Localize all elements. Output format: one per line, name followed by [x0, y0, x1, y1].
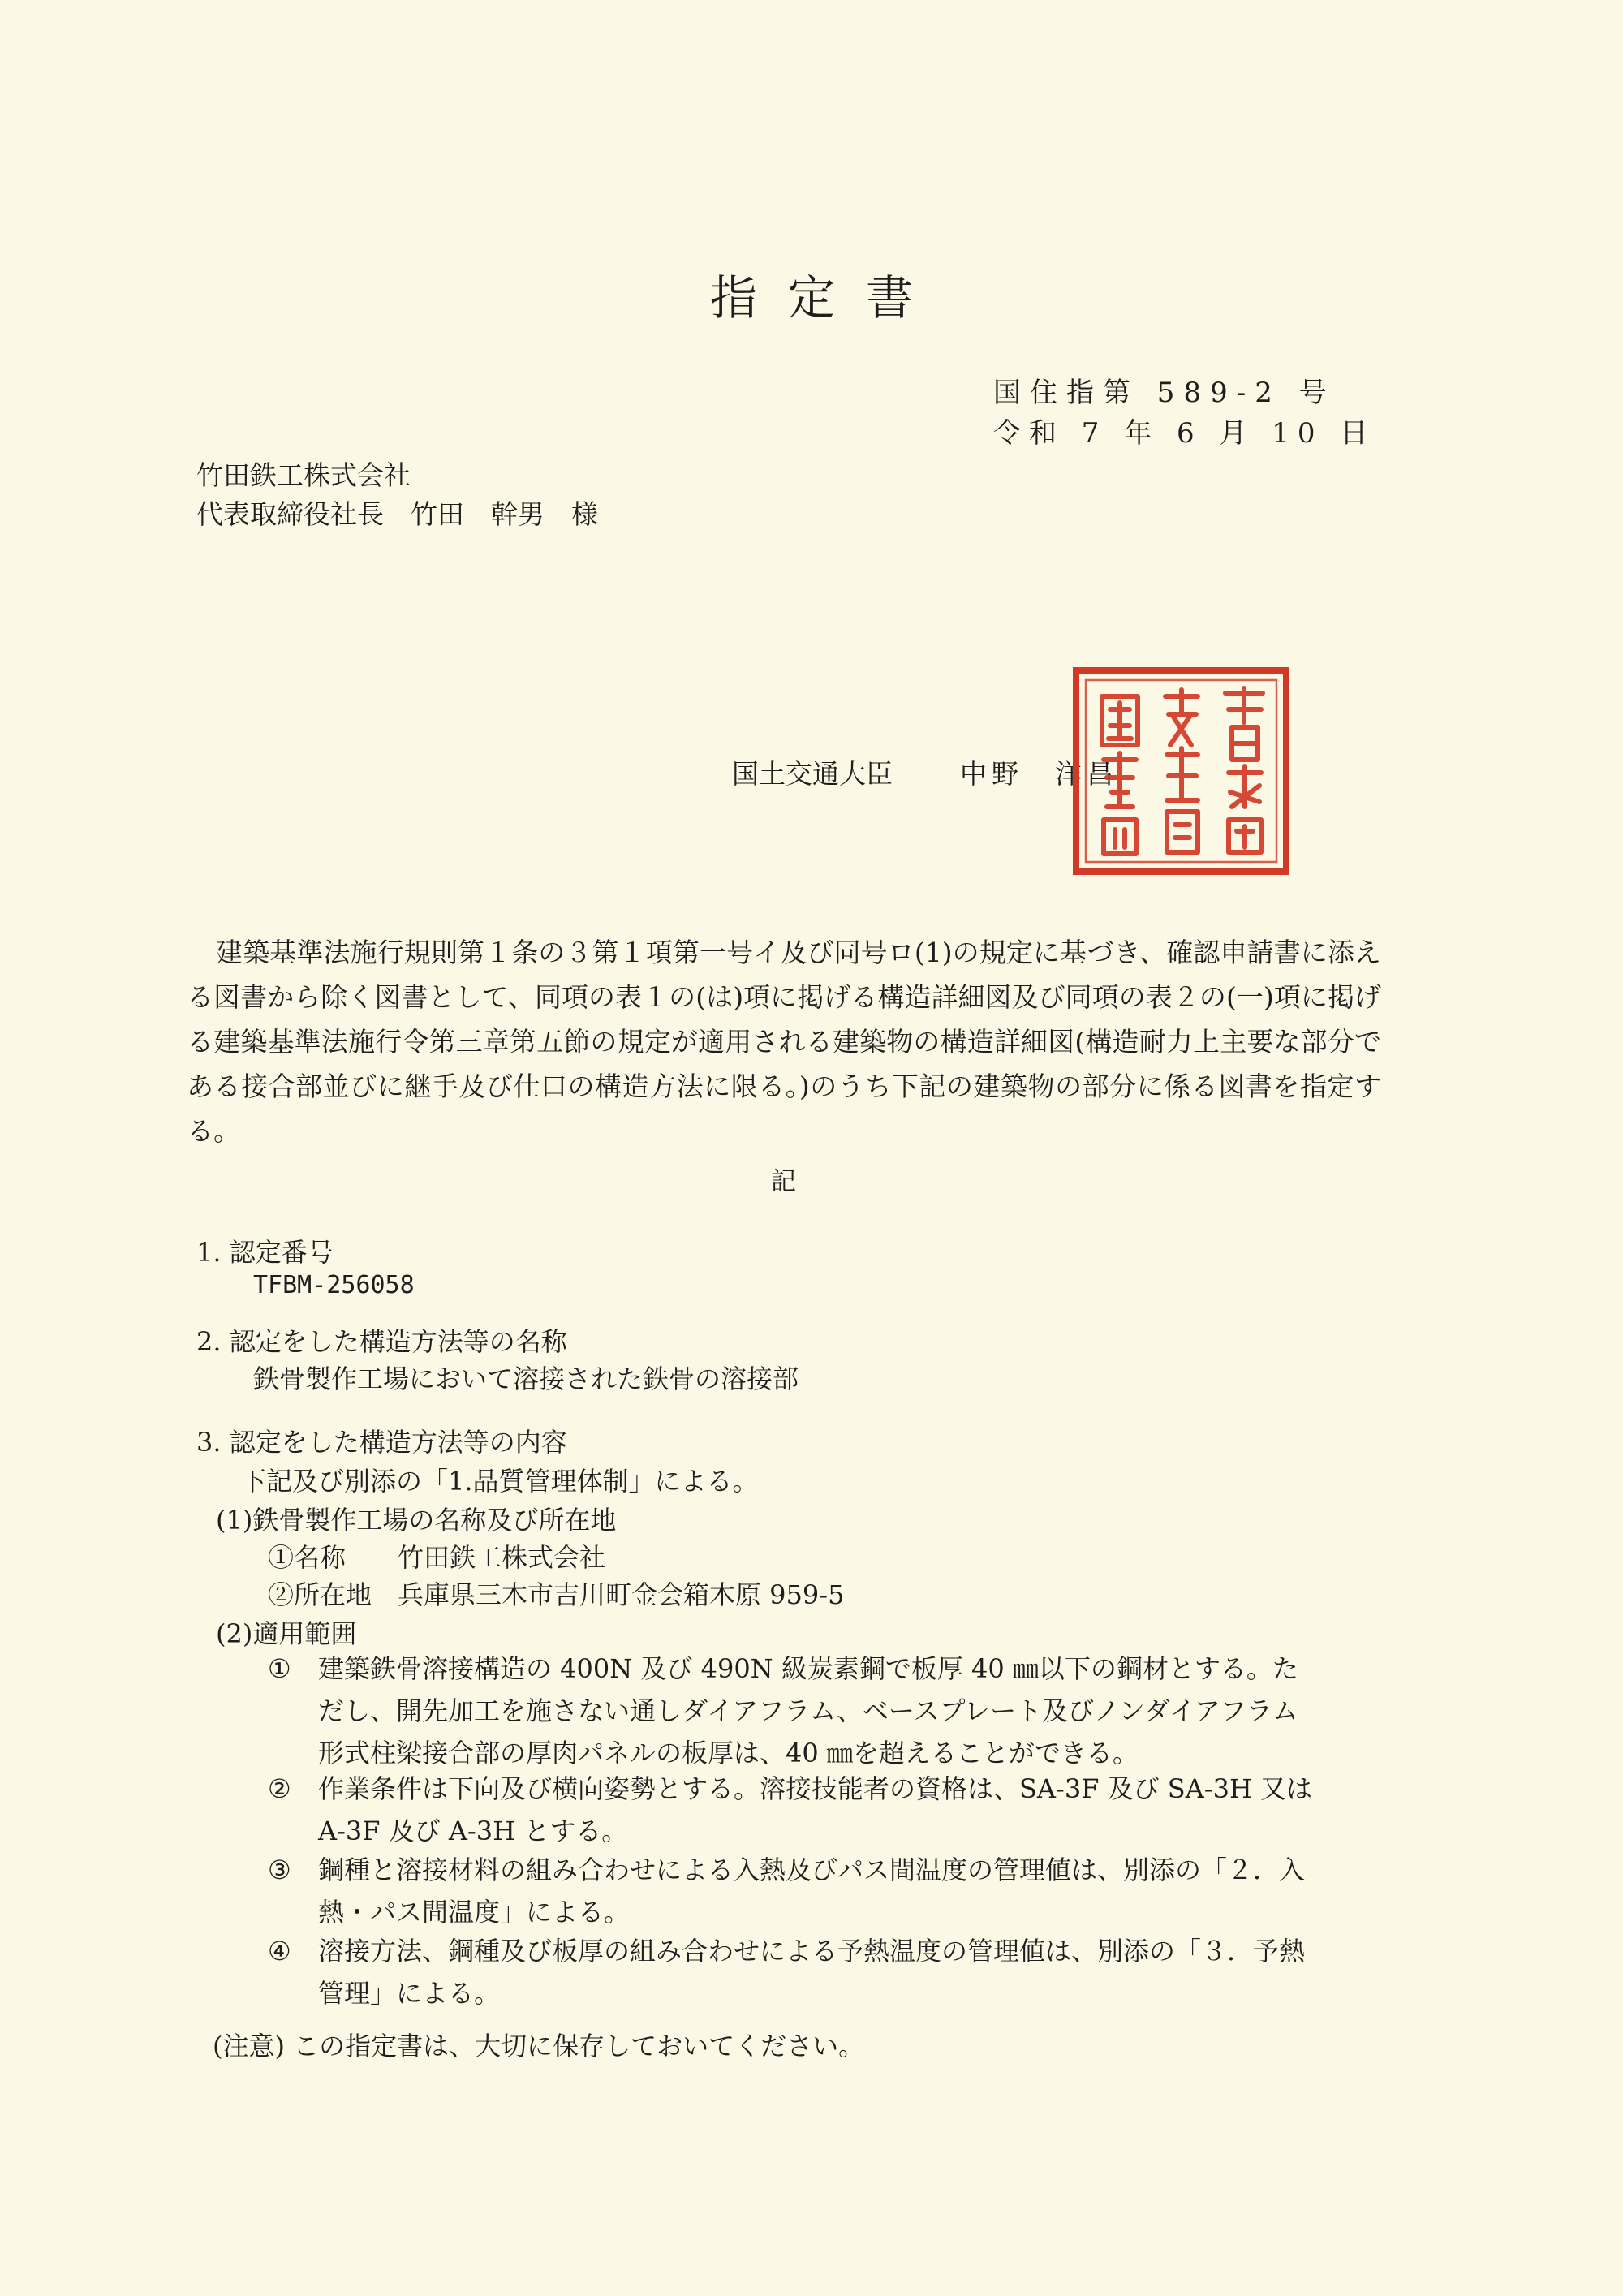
scope-item-number: ③ [268, 1854, 291, 1885]
sub1-title: (1)鉄骨製作工場の名称及び所在地 [216, 1505, 617, 1536]
sub1-name: ①名称 竹田鉄工株式会社 [268, 1542, 606, 1573]
document-date: 令和 7 年 6 月 10 日 [993, 417, 1376, 450]
item1-title: 1. 認定番号 [196, 1237, 334, 1268]
scope-item-text: 建築鉄骨溶接構造の 400N 及び 490N 級炭素鋼で板厚 40 ㎜以下の鋼材とする。ただし、開先加工を施さない通しダイアフラム、ベースプレート及びノンダイアフラム形式柱梁接合部の厚肉パネルの板厚は、40 ㎜を超えることができる。 [318, 1653, 1298, 1768]
recipient-representative: 代表取締役社長 竹田 幹男 様 [196, 498, 598, 530]
issuer-name: 中野 洋昌 [960, 758, 1118, 790]
scope-item-4 [268, 1930, 1323, 2014]
item3-intro: 下記及び別添の「1.品質管理体制」による。 [240, 1466, 759, 1497]
scope-item-number: ② [268, 1773, 291, 1804]
ki-heading: 記 [771, 1167, 796, 1196]
sub1-address: ②所在地 兵庫県三木市吉川町金会箱木原 959-5 [268, 1579, 845, 1610]
item2-title: 2. 認定をした構造方法等の名称 [196, 1326, 567, 1357]
scope-item-text: 溶接方法、鋼種及び板厚の組み合わせによる予熱温度の管理値は、別添の「３．予熱管理」による。 [318, 1936, 1306, 2009]
scope-item-number: ④ [268, 1936, 291, 1966]
scope-item-1 [268, 1648, 1323, 1774]
scope-item-text: 作業条件は下向及び横向姿勢とする。溶接技能者の資格は、SA-3F 及び SA-3H 又は A-3F 及び A-3H とする。 [318, 1773, 1313, 1846]
item2-value: 鉄骨製作工場において溶接された鉄骨の溶接部 [253, 1363, 799, 1394]
document-title: 指定書 [709, 270, 944, 325]
official-seal-stamp [1070, 664, 1293, 878]
sub2-title: (2)適用範囲 [216, 1618, 357, 1649]
scope-item-number: ① [268, 1653, 291, 1684]
note: (注意) この指定書は、大切に保存しておいてください。 [213, 2031, 865, 2061]
scope-item-3 [268, 1849, 1323, 1933]
recipient-company: 竹田鉄工株式会社 [196, 459, 411, 491]
item3-title: 3. 認定をした構造方法等の内容 [196, 1427, 567, 1458]
body-text: 建築基準法施行規則第１条の３第１項第一号イ及び同号ロ(1)の規定に基づき、確認申請書に添える図書から除く図書として、同項の表１の(は)項に掲げる構造詳細図及び同項の表２の(一)項に掲げる建築基準法施行令第三章第五節の規定が適用される建築物の構造詳細図(構造耐力上主要な部分である接合部並びに継手及び仕口の構造方法に限る。)のうち下記の建築物の部分に係る図書を指定する。 [187, 937, 1381, 1147]
issuer-title: 国土交通大臣 [732, 758, 893, 790]
document-number: 国住指第 589-2 号 [993, 377, 1336, 409]
scope-item-text: 鋼種と溶接材料の組み合わせによる入熱及びパス間温度の管理値は、別添の「２．入熱・パス間温度」による。 [318, 1854, 1306, 1928]
body-paragraph [187, 930, 1381, 1153]
item1-value: TFBM-256058 [253, 1271, 415, 1299]
scope-item-2 [268, 1768, 1323, 1852]
